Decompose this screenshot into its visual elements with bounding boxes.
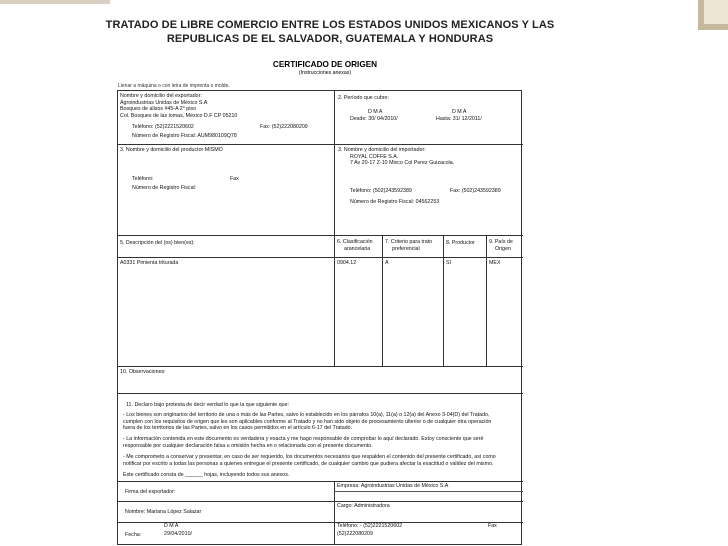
producer-label: 3. Nombre y domicilio del productor MISMO	[120, 147, 223, 153]
title-line-1: TRATADO DE LIBRE COMERCIO ENTRE LOS ESTADOS UNIDOS MEXICANOS Y LAS	[105, 19, 555, 31]
signature-label: Firma del exportador:	[125, 489, 176, 495]
exporter-address-2: Col. Bosques de las lomas, México D.F CP 05210	[120, 112, 238, 119]
col-criterion-line2: preferencial	[392, 245, 420, 252]
importer-name: ROYAL COFFE S.A.	[350, 153, 399, 160]
importer-tax-id: Número de Registro Fiscal: 04562253	[350, 199, 440, 205]
col-classification-line1: 6. Clasificación	[337, 239, 373, 245]
signature-company: Empresa: Agroindustrias Unidas de México S.A	[337, 483, 449, 489]
importer-fax: Fax: (502)243592389	[450, 188, 501, 194]
producer-tax-id: Número de Registro Fiscal:	[132, 185, 197, 191]
divider-row-1	[118, 144, 523, 145]
declaration-p1-line3: fuera de los territorios de las Partes, salvo en los casos permitidos en el artículo 6-17 del Tratado.	[123, 425, 353, 432]
signature-date-label: Fecha:	[125, 532, 142, 538]
goods-criterion: A	[385, 260, 389, 266]
signature-fax: Fax	[488, 523, 497, 529]
declaration-p1-line1: - Los bienes son originarios del territorio de una o más de las Partes, salvo lo establecido en los párrafos 10(a), 11(a) o 12(a) del Anexo 3-04(D) del Tratado,	[123, 412, 490, 418]
declaration-p2-line1: - La información contenida en este documento es verdadera y exacta y me hago responsable de comprobar lo aquí declarado. Estoy consciente que seré	[123, 436, 484, 442]
divider-col-7	[382, 235, 383, 366]
period-from: Desde: 30/ 04/2010/	[350, 116, 398, 122]
exporter-section	[120, 93, 237, 119]
divider-top-vertical	[334, 91, 335, 235]
signature-date-value: 29/04/2010/	[164, 531, 192, 537]
period-label: 2. Período que cubre:	[338, 95, 389, 101]
decorative-corner-block	[698, 0, 728, 30]
certificate-subtitle: (Instrucciones anexas)	[298, 70, 352, 76]
importer-label: 3. Nombre y domicilio del importador:	[338, 147, 426, 153]
exporter-name: Agroindustrias Unidas de México S.A	[120, 99, 208, 106]
fill-instructions: Llenar a máquina o con letra de imprenta o molde.	[118, 83, 230, 89]
divider-row-8	[118, 522, 523, 523]
period-dmy-from: D M A	[368, 109, 383, 115]
certificate-title: CERTIFICADO DE ORIGEN	[272, 60, 378, 69]
col-classification-header	[337, 239, 373, 252]
importer-address: 7 Av 20-17 Z-10 Mixco Col Perez Guizacola.	[350, 160, 455, 167]
exporter-fax: Fax: (52)222080209	[260, 124, 308, 130]
exporter-address-1: Bosques de alisos #45-A 2° piso	[120, 106, 197, 113]
col-criterion-line1: 7. Criterio para trato	[385, 239, 433, 245]
goods-producer: SI	[446, 260, 452, 266]
declaration-label: 11. Declaro bajo protesta de decir verdad lo que la que siguiente que:	[126, 402, 290, 408]
producer-fax: Fax	[230, 176, 239, 182]
exporter-tax-id: Número de Registro Fiscal: AUM980109Q78	[132, 133, 237, 139]
importer-section	[338, 147, 454, 167]
col-criterion-header	[385, 239, 432, 252]
declaration-p3-line2: notificar por escrito a todas las personas a quienes entregue el presente certificado, de cualquier cambio que pudiera afectar la exactitud o validez del mismo.	[123, 460, 494, 467]
declaration-paragraph-1	[123, 412, 521, 432]
divider-col-8	[443, 235, 444, 366]
observations-label: 10. Observaciones:	[120, 369, 166, 375]
title-line-2: REPUBLICAS DE EL SALVADOR, GUATEMALA Y HONDURAS	[166, 33, 494, 45]
divider-row-2	[118, 235, 523, 236]
signature-phone-2: (52)222080209	[337, 531, 373, 537]
importer-phone: Teléfono: (502)243592389	[350, 188, 412, 194]
col-description-header: 5. Descripción del (os) bien(es):	[120, 240, 195, 246]
signature-name: Nombre: Mariana López Salazar	[125, 509, 202, 515]
divider-col-6	[334, 235, 335, 366]
declaration-p2-line2: responsable por cualquier declaración falsa u omisión hecha en o relacionada con el presente documento.	[123, 442, 373, 449]
col-country-header	[489, 239, 513, 252]
company-underline	[334, 491, 523, 492]
page-title	[100, 18, 560, 46]
declaration-sheets: Este certificado consta de ______ hojas, incluyendo todos sus anexos.	[123, 472, 290, 478]
divider-row-3	[118, 257, 523, 258]
period-to: Hasta: 31/ 12/2011/	[436, 116, 482, 122]
signature-date-dmy: D M A	[164, 523, 179, 529]
decorative-corner-bar	[0, 0, 110, 4]
goods-description: A0331 Pimienta triturada	[120, 260, 179, 266]
divider-row-7	[118, 501, 523, 502]
exporter-phone: Teléfono: (52)2221520602	[132, 124, 194, 130]
exporter-label: Nombre y domicilio del exportador:	[120, 93, 202, 99]
declaration-p1-line2: cumplen con los requisitos de origen que les son aplicables conforme al Tratado y no han sido objeto de procesamiento ulterior o de cualquier otra operación	[123, 418, 492, 425]
col-classification-line2: arancelaria	[344, 245, 371, 252]
col-producer-header: 8. Productor	[446, 240, 475, 246]
goods-country: MEX	[489, 260, 501, 266]
certificate-form	[117, 90, 522, 545]
signature-position: Cargo: Administradora	[337, 503, 390, 509]
signature-phone: Teléfono: - (52)2221520602	[337, 523, 403, 529]
divider-row-5	[118, 393, 523, 394]
declaration-p3-line1: - Me comprometo a conservar y presentar, en caso de ser requerido, los documentos necesarios que respalden el contenido del presente certificado, así como	[123, 454, 496, 460]
declaration-paragraph-2	[123, 436, 521, 449]
divider-row-6	[118, 481, 523, 482]
col-country-line1: 9. País de	[489, 239, 513, 245]
divider-row-4	[118, 366, 523, 367]
period-dmy-to: D M A	[452, 109, 467, 115]
goods-classification: 0904.12	[337, 260, 357, 266]
declaration-paragraph-3	[123, 454, 521, 467]
producer-phone: Teléfono:	[132, 176, 154, 182]
col-country-line2: Origen	[495, 245, 511, 252]
divider-col-9	[486, 235, 487, 366]
